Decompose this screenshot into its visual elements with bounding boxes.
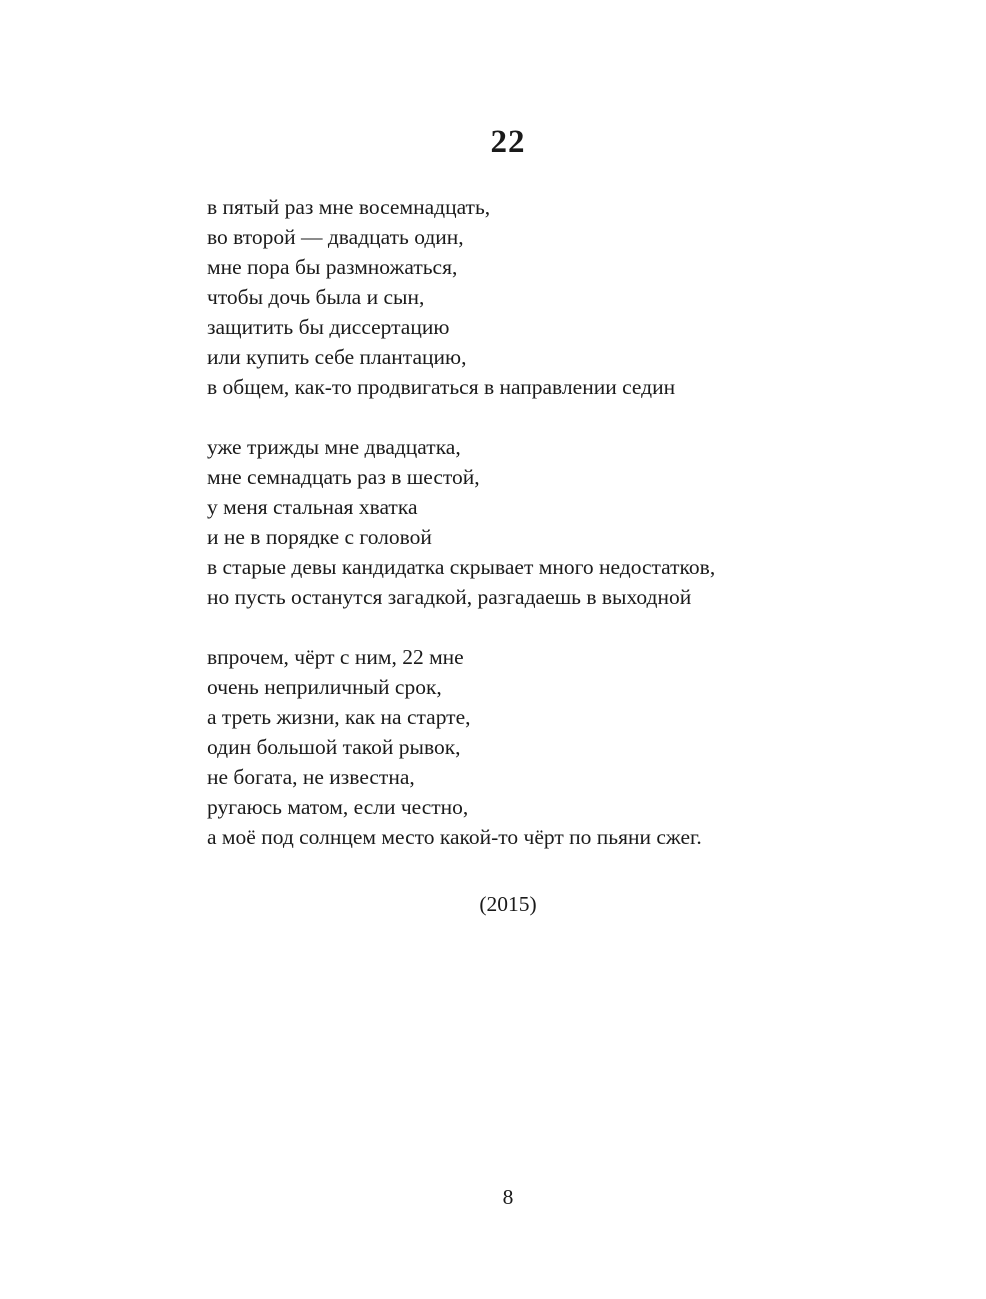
poem-line: очень неприличный срок, [207, 675, 442, 699]
poem-line: а треть жизни, как на старте, [207, 705, 471, 729]
poem-line: и не в порядке с головой [207, 525, 432, 549]
poem-line: чтобы дочь была и сын, [207, 285, 425, 309]
poem-line: у меня стальная хватка [207, 495, 418, 519]
poem-line: один большой такой рывок, [207, 735, 461, 759]
poem-line: а моё под солнцем место какой-то чёрт по пьяни сжег. [207, 825, 702, 849]
poem-line: в пятый раз мне восемнадцать, [207, 195, 491, 219]
poem-line: мне семнадцать раз в шестой, [207, 465, 480, 489]
poem-year: (2015) [479, 892, 537, 916]
poem-line: или купить себе плантацию, [207, 345, 467, 369]
poem-line: мне пора бы размножаться, [207, 255, 458, 279]
poem-line: уже трижды мне двадцатка, [207, 435, 461, 459]
stanza-3 [207, 642, 907, 852]
poem-body [207, 192, 907, 882]
poem-line: защитить бы диссертацию [207, 315, 450, 339]
poem-line: во второй — двадцать один, [207, 225, 464, 249]
poem-title: 22 [490, 124, 526, 160]
stanza-2 [207, 432, 907, 612]
stanza-1 [207, 192, 907, 402]
page-number: 8 [502, 1185, 514, 1209]
poem-line: впрочем, чёрт с ним, 22 мне [207, 645, 464, 669]
poem-line: не богата, не известна, [207, 765, 415, 789]
poem-line: ругаюсь матом, если честно, [207, 795, 469, 819]
poem-line: в общем, как-то продвигаться в направлении седин [207, 375, 676, 399]
poem-line: но пусть останутся загадкой, разгадаешь в выходной [207, 585, 692, 609]
poem-line: в старые девы кандидатка скрывает много недостатков, [207, 555, 716, 579]
